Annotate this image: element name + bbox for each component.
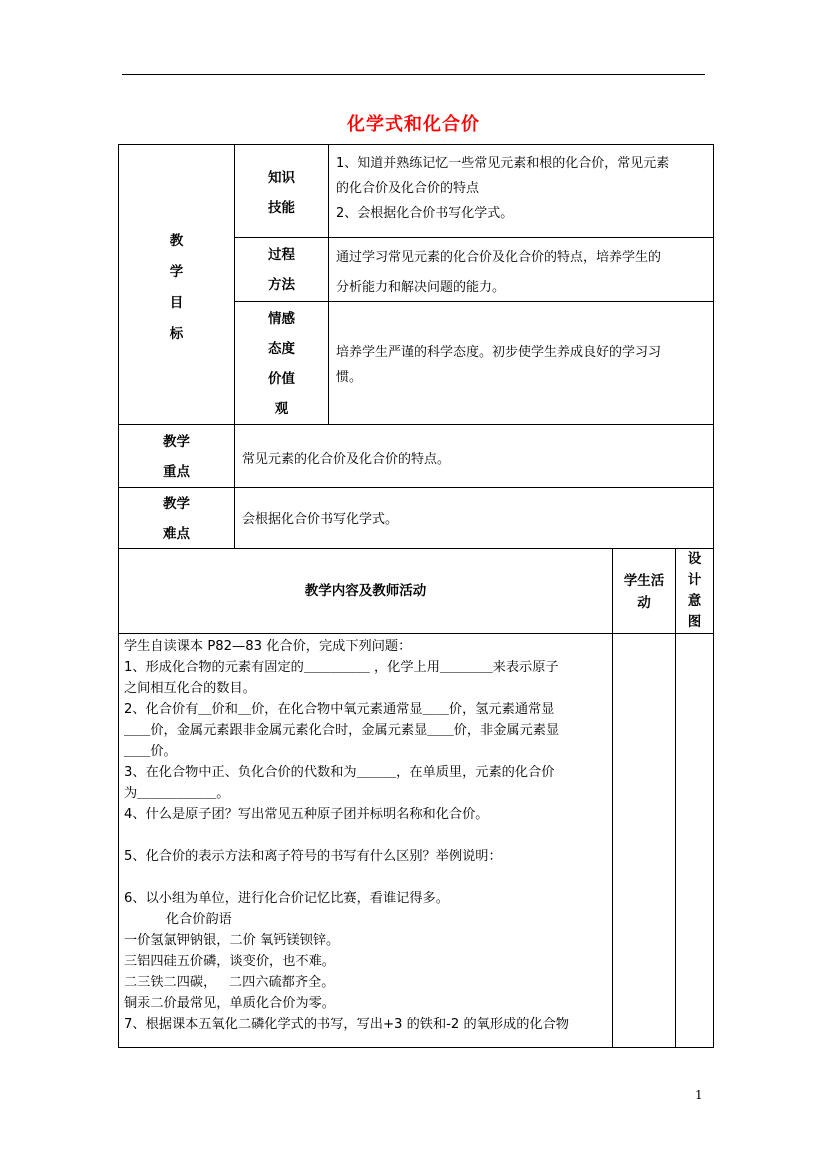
content-line: 二三铁二四碳， 二四六硫都齐全。 — [124, 975, 335, 990]
attitude-values-label: 情感 态度 价值 观 — [268, 310, 295, 417]
content-line: 4、什么是原子团？写出常见五种原子团并标明名称和化合价。 — [124, 807, 489, 822]
process-methods-text: 通过学习常见元素的化合价及化合价的特点，培养学生的 分析能力和解决问题的能力。 — [336, 250, 662, 295]
content-line: ＿＿价，金属元素跟非金属元素化合时，金属元素显＿＿价，非金属元素显 — [124, 723, 560, 738]
page-number: 1 — [695, 1088, 703, 1102]
content-line — [124, 867, 612, 888]
content-line — [124, 825, 612, 846]
content-line: 7、根据课本五氧化二磷化学式的书写，写出+3 的铁和-2 的氧形成的化合物 — [124, 1017, 569, 1032]
content-column-header: 教学内容及教师活动 — [304, 583, 427, 599]
content-line: ＿＿价。 — [124, 744, 177, 759]
knowledge-skills-label: 知识 技能 — [268, 170, 295, 216]
content-line: 之间相互化合的数目。 — [124, 681, 256, 696]
page-title: 化学式和化合价 — [347, 114, 480, 135]
key-points-text: 常见元素的化合价及化合价的特点。 — [242, 452, 451, 467]
design-intent-header: 设 计 意 图 — [687, 550, 702, 630]
process-methods-label: 过程 方法 — [268, 247, 295, 293]
content-line: 3、在化合物中正、负化合价的代数和为＿＿＿，在单质里，元素的化合价 — [124, 765, 555, 780]
student-activity-header: 学生活 动 — [623, 573, 665, 611]
content-line: 学生自读课本 P82—83 化合价，完成下列问题： — [124, 639, 412, 654]
key-points-label: 教学 重点 — [163, 434, 190, 480]
content-line: 化合价韵语 — [124, 912, 232, 927]
content-line: 铜汞二价最常见，单质化合价为零。 — [124, 996, 335, 1011]
knowledge-skills-text: 1、知道并熟练记忆一些常见元素和根的化合价，常见元素 的化合价及化合价的特点 2、会根据化合价书写化学式。 — [336, 156, 670, 221]
content-line: 1、形成化合物的元素有固定的＿＿＿＿＿ ，化学上用＿＿＿＿来表示原子 — [124, 660, 559, 675]
content-line: 为＿＿＿＿＿＿。 — [124, 786, 230, 801]
content-line: 三铝四硅五价磷，谈变价，也不难。 — [124, 954, 335, 969]
objectives-label: 教 学 目 标 — [169, 233, 184, 342]
content-line: 6、以小组为单位，进行化合价记忆比赛，看谁记得多。 — [124, 891, 449, 906]
content-line: 2、化合价有＿价和＿价，在化合物中氧元素通常显＿＿价，氢元素通常显 — [124, 702, 555, 717]
difficulties-text: 会根据化合价书写化学式。 — [242, 512, 399, 527]
content-line: 5、化合价的表示方法和离子符号的书写有什么区别？举例说明： — [124, 849, 502, 864]
header-rule — [122, 74, 705, 75]
teaching-content — [124, 636, 612, 1035]
attitude-values-text: 培养学生严谨的科学态度。初步使学生养成良好的学习习 惯。 — [336, 345, 662, 385]
content-line: 一价氢氯钾钠银，二价 氧钙镁钡锌。 — [124, 933, 340, 948]
difficulties-label: 教学 难点 — [163, 496, 190, 542]
